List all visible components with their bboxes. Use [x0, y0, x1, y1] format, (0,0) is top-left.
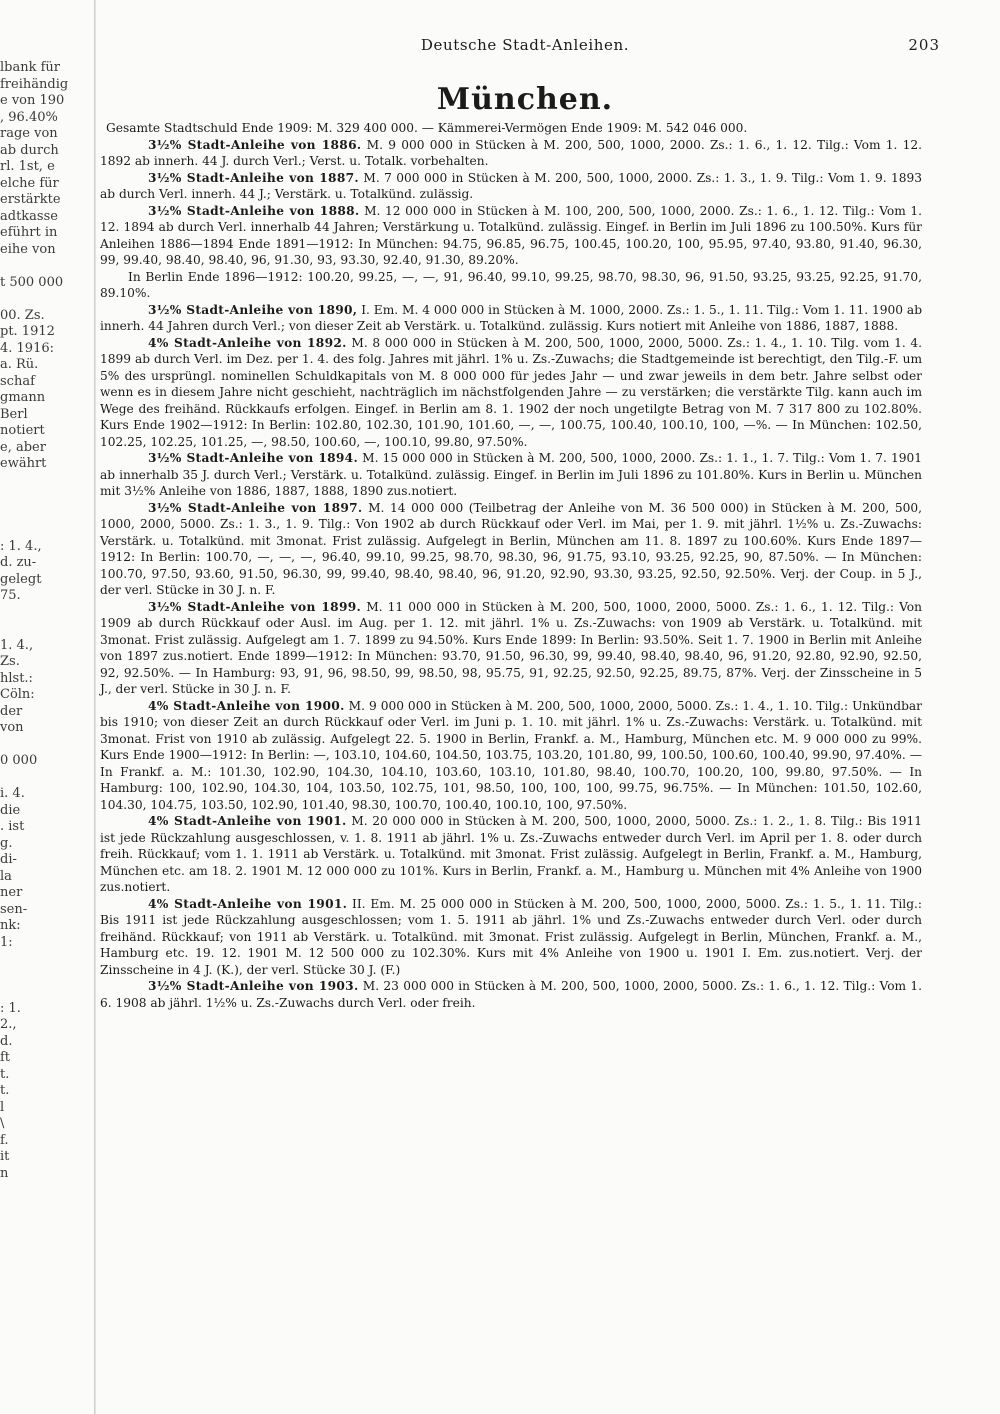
margin-fragment: freihändig: [0, 76, 69, 92]
margin-fragment: der: [0, 703, 23, 719]
margin-fragment: ft: [0, 1050, 11, 1065]
loan-text: M. 12 000 000 in Stücken à M. 100, 200, 500, 1000, 2000. Zs.: 1. 6., 1. 12. Tilg.: Vom 1. 12. 1894 ab durch Verl. innerhalb 44 Jahren; Verstärkung u. Totalkünd. zulässig. Eingef. in Berlin im Juli 1896 zu 100.50%. Kurs für Anleihen 1886—1894 Ende 1891—1912: In München: 94.75, 96.85, 96.75, 100.45, 100.20, 100, 95.95, 97.40, 93.80, 91.40, 96.30, 99, 99.40, 98.40, 98.40, 96, 91.30, 93, 93.30, 92.40, 91.30, 89.20%.: [100, 203, 922, 267]
margin-fragment: e von 190: [0, 93, 65, 108]
margin-fragment: t.: [0, 1066, 10, 1082]
loan-heading: 3½% Stadt-Anleihe von 1899.: [148, 599, 362, 614]
loan-heading: 4% Stadt-Anleihe von 1901.: [148, 896, 348, 911]
margin-fragment: 4. 1916:: [0, 340, 54, 356]
margin-fragment: [0, 968, 92, 985]
running-title: Deutsche Stadt-Anleihen.: [420, 36, 630, 54]
margin-fragment: 00. Zs.: [0, 307, 45, 323]
margin-fragment: : 1. 4.,: [0, 538, 42, 554]
loan-text: M. 15 000 000 in Stücken à M. 200, 500, 1000, 2000. Zs.: 1. 1., 1. 7. Tilg.: Vom 1. 7. 1901 ab innerhalb 35 J. durch Verl.; Verstärk. u. Totalkünd. zulässig. Eingef. in Berlin im Juli 1896 zu 101.80%. Kurs in Berlin u. München mit 3½% Anleihe von 1886, 1887, 1888, 1890 zus.notiert.: [100, 451, 922, 498]
loan-continuation: In Berlin Ende 1896—1912: 100.20, 99.25, —, —, 91, 96.40, 99.10, 99.25, 98.70, 98.30, 96, 91.50, 93.25, 93.25, 92.25, 91.70, 89.10%.: [100, 269, 922, 300]
margin-fragment: t.: [0, 1083, 10, 1098]
margin-fragment: n: [0, 1165, 9, 1181]
loan-entry: [100, 813, 922, 896]
margin-fragment: ewährt: [0, 456, 47, 471]
margin-fragment: eführt in: [0, 225, 58, 240]
margin-fragment: gelegt: [0, 571, 42, 587]
loan-text: M. 11 000 000 in Stücken à M. 200, 500, 1000, 2000, 5000. Zs.: 1. 6., 1. 12. Tilg.: Von 1909 ab durch Rückkauf oder Ausl. im Aug. per 1. 12. mit jährl. 1% u. Zs.-Zuwachs: von 1909 ab Verstärk. u. Totalkünd. mit 3monat. Frist zulässig. Aufgelegt am 1. 7. 1899 zu 94.50%. Kurs Ende 1899: In Berlin: 93.50%. Seit 1. 7. 1900 in Berlin mit Anleihe von 1897 zus.notiert. Ende 1899—1912: In München: 93.70, 91.50, 96.30, 99, 99.40, 98.40, 98.40, 96, 91.20, 92.80, 92.90, 92.50, 92, 92.50%. — In Hamburg: 93, 91, 96, 98.50, 99, 98.50, 98, 95.75, 91, 92.25, 92.50, 92.25, 89.75, 87%. Verj. der Zinsscheine in 5 J., der verl. Stücke in 30 J. n. F.: [100, 599, 922, 696]
margin-fragment: eihe von: [0, 241, 56, 257]
loan-heading: 3½% Stadt-Anleihe von 1897.: [148, 500, 363, 515]
loan-entry: [100, 500, 922, 599]
loan-entry: [100, 203, 922, 269]
margin-fragment: i. 4.: [0, 786, 25, 801]
margin-fragment: [0, 522, 92, 539]
loan-heading: 3½% Stadt-Anleihe von 1888.: [148, 203, 360, 218]
loan-entry: [100, 896, 922, 979]
margin-fragment: notiert: [0, 423, 45, 438]
margin-fragment: d. zu-: [0, 555, 37, 570]
margin-fragment: 0 000: [0, 753, 38, 768]
loan-text: II. Em. M. 25 000 000 in Stücken à M. 200, 500, 1000, 2000, 5000. Zs.: 1. 5., 1. 11. Tilg.: Bis 1911 ist jede Rückzahlung ausgeschlossen; vom 1. 5. 1911 ab jährl. 1% und Zs.-Zuwachs entweder durch Verl. oder durch freihänd. Rückkauf; von 1911 ab Verstärk. u. Totalkünd. mit 3monat. Frist zulässig. Aufgelegt in Berlin, München, Frankf. a. M., Hamburg etc. 19. 12. 1901 M. 12 500 000 zu 102.30%. Kurs mit 4% Anleihe von 1900 u. 1901 I. Em. zus.notiert. Verj. der Zinsscheine in 4 J. (K.), der verl. Stücke 30 J. (F.): [100, 896, 922, 977]
margin-fragment: . ist: [0, 819, 25, 834]
loan-entry: [100, 450, 922, 500]
loan-heading: 3½% Stadt-Anleihe von 1894.: [148, 451, 358, 465]
loan-text: I. Em. M. 4 000 000 in Stücken à M. 1000, 2000. Zs.: 1. 5., 1. 11. Tilg.: Vom 1. 11. 1900 ab innerh. 44 Jahren durch Verl.; von dieser Zeit ab Verstärk. u. Totalkünd. zulässig. Kurs notiert mit Anleihe von 1886, 1887, 1888.: [100, 302, 922, 333]
body-text: [100, 120, 922, 1011]
margin-fragment: gmann: [0, 390, 46, 405]
loan-heading: 4% Stadt-Anleihe von 1901.: [148, 814, 347, 828]
loan-text: M. 23 000 000 in Stücken à M. 200, 500, 1000, 2000, 5000. Zs.: 1. 6., 1. 12. Tilg.: Vom 1. 6. 1908 ab jährl. 1½% u. Zs.-Zuwachs durch Verl. oder freih.: [100, 979, 922, 1010]
margin-fragment: pt. 1912: [0, 324, 55, 339]
loan-entry: [100, 698, 922, 814]
book-gutter: [94, 0, 96, 1414]
loan-entry: [100, 170, 922, 203]
margin-fragment: Berl: [0, 406, 28, 422]
margin-fragment: e, aber: [0, 439, 46, 455]
section-title: München.: [436, 82, 614, 117]
margin-fragment: [0, 737, 92, 754]
loan-text: M. 20 000 000 in Stücken à M. 200, 500, 1000, 2000, 5000. Zs.: 1. 2., 1. 8. Tilg.: Bis 1911 ist jede Rückzahlung ausgeschlossen, v. 1. 8. 1911 ab jährl. 1% u. Zs.-Zuwachs entweder durch Verl. im April per 1. 8. oder durch freih. Rückkauf; vom 1. 1. 1911 ab Verstärk. u. Totalkünd. mit 3monat. Frist zulässig. Aufgelegt in Berlin, Frankf. a. M., Hamburg, München etc. am 18. 2. 1901 M. 12 000 000 zu 101%. Kurs in Berlin, Frankf. a. M., Hamburg u. München mit 4% Anleihe von 1900 zus.notiert.: [100, 814, 923, 894]
margin-fragment: elche für: [0, 175, 59, 191]
loan-heading: 3½% Stadt-Anleihe von 1886.: [148, 137, 362, 152]
margin-fragment: a. Rü.: [0, 357, 39, 372]
margin-fragment: erstärkte: [0, 192, 61, 207]
margin-fragment: la: [0, 868, 12, 884]
loan-entry: [100, 302, 922, 335]
margin-fragment: f.: [0, 1132, 9, 1148]
margin-fragment: hlst.:: [0, 670, 33, 686]
margin-fragment: \: [0, 1116, 5, 1131]
margin-fragment: [0, 621, 92, 638]
margin-fragment: lbank für: [0, 60, 61, 75]
margin-fragment: von: [0, 720, 24, 735]
margin-fragment: ner: [0, 885, 23, 900]
loan-text: M. 8 000 000 in Stücken à M. 200, 500, 1000, 2000, 5000. Zs.: 1. 4., 1. 10. Tilg. vom 1. 4. 1899 ab durch Verl. im Dez. per 1. 4. des folg. Jahres mit jährl. 1% u. Zs.-Zuwachs; die Stadtgemeinde ist berechtigt, den Tilg.-F. um 5% des ursprüngl. nominellen Schuldkapitals von M. 8 000 000 für jedes Jahr — und zwar jeweils in dem betr. Jahre selbst oder wenn es in diesem Jahre nicht geschieht, nachträglich im nächstfolgenden Jahre — zu verstärken; die verstärkte Tilg. kann auch im Wege des freihänd. Rückkaufs erfolgen. Eingef. in Berlin am 8. 1. 1902 der noch ungetilgte Betrag von M. 7 317 800 zu 102.80%. Kurs Ende 1902—1912: In Berlin: 102.80, 102.30, 101.90, 101.60, —, —, 100.75, 100.40, 100.10, 100, —%. — In München: 102.50, 102.25, 102.25, 101.25, —, 98.50, 100.60, —, 100.10, 99.80, 97.50%.: [100, 335, 922, 449]
margin-fragment: [0, 258, 92, 275]
margin-fragment: [0, 473, 92, 490]
margin-fragment: rl. 1st, e: [0, 159, 55, 174]
margin-fragment: 1. 4.,: [0, 637, 34, 653]
loan-text: M. 9 000 000 in Stücken à M. 200, 500, 1000, 2000. Zs.: 1. 6., 1. 12. Tilg.: Vom 1. 12. 1892 ab innerh. 44 J. durch Verl.; Verst. u. Totalk. vorbehalten.: [100, 137, 923, 168]
margin-fragment: schaf: [0, 373, 35, 389]
margin-fragment: Zs.: [0, 654, 20, 669]
page-number: 203: [908, 36, 940, 54]
loan-heading: 3½% Stadt-Anleihe von 1887.: [148, 170, 359, 185]
loan-text: M. 7 000 000 in Stücken à M. 200, 500, 1000, 2000. Zs.: 1. 3., 1. 9. Tilg.: Vom 1. 9. 1893 ab durch Verl. innerh. 44 J.; Verstärk. u. Totalkünd. zulässig.: [100, 170, 923, 201]
margin-fragment: [0, 489, 92, 506]
margin-fragment: g.: [0, 835, 13, 851]
margin-fragment: rage von: [0, 126, 58, 141]
margin-fragment: adtkasse: [0, 208, 58, 224]
margin-fragment: [0, 951, 92, 968]
loan-entry: [100, 137, 922, 170]
page-header: [110, 36, 940, 58]
loan-text: M. 14 000 000 (Teilbetrag der Anleihe von M. 36 500 000) in Stücken à M. 200, 500, 1000, 2000, 5000. Zs.: 1. 3., 1. 9. Tilg.: Von 1902 ab durch Rückkauf oder Verl. im Mai, per 1. 9. mit jährl. 1½% u. Zs.-Zuwachs: Verstärk. u. Totalkünd. mit 3monat. Frist zulässig. Aufgelegt in Berlin, München am 11. 8. 1897 zu 100.60%. Kurs Ende 1897—1912: In Berlin: 100.70, —, —, —, 96.40, 99.10, 99.25, 98.70, 98.30, 96, 91.75, 93.10, 93.25, 92.25, 90, 87.50%. — In München: 100.70, 97.50, 93.60, 91.50, 96.30, 99, 99.40, 98.40, 98.40, 96, 91.20, 92.90, 93.30, 93.25, 92.50, 92.50%. Verj. der Coup. in 5 J., der verl. Stücke in 30 J. n. F.: [100, 500, 922, 597]
margin-fragment: [0, 605, 92, 622]
margin-fragment: Cöln:: [0, 687, 35, 702]
loan-entry: [100, 335, 922, 451]
loan-heading: 3½% Stadt-Anleihe von 1903.: [148, 979, 359, 993]
loan-heading: 4% Stadt-Anleihe von 1892.: [148, 335, 347, 350]
margin-fragment: [0, 291, 92, 308]
loan-entries: [100, 137, 922, 1012]
margin-fragment: sen-: [0, 901, 28, 917]
loan-text: M. 9 000 000 in Stücken à M. 200, 500, 1000, 2000, 5000. Zs.: 1. 4., 1. 10. Tilg.: Unkündbar bis 1910; von dieser Zeit an durch Rückkauf oder Verl. im Juni p. 1. 10. mit jährl. 1% u. Zs.-Zuwachs: Verstärk. u. Totalkünd. mit 3monat. Frist von 1910 ab zulässig. Aufgelegt 22. 5. 1900 in Berlin, Frankf. a. M., Hamburg, München etc. M. 9 000 000 zu 99%. Kurs Ende 1900—1912: In Berlin: —, 103.10, 104.60, 104.50, 103.75, 103.20, 101.80, 99, 100.50, 100.60, 100.40, 99.90, 97.40%. — In Frankf. a. M.: 101.30, 102.90, 104.30, 104.10, 103.60, 103.10, 101.80, 98.40, 100.70, 100.20, 100, 99.80, 97.50%. — In Hamburg: 100, 102.90, 104.30, 104, 103.50, 102.75, 101, 98.50, 100, 100, 100, 99.75, 96.75%. — In München: 101.50, 102.60, 104.30, 104.75, 103.50, 102.90, 101.40, 98.30, 100.70, 100.40, 100.10, 100, 97.50%.: [100, 698, 923, 812]
margin-fragment: d.: [0, 1033, 13, 1049]
margin-fragment: , 96.40%: [0, 109, 58, 125]
margin-fragment: 1:: [0, 934, 13, 950]
margin-fragment: nk:: [0, 918, 21, 933]
margin-fragment: 2.,: [0, 1017, 17, 1032]
loan-heading: 3½% Stadt-Anleihe von 1890,: [148, 302, 358, 317]
margin-fragment: t 500 000: [0, 274, 64, 290]
margin-fragment: [0, 770, 92, 787]
margin-fragment: [0, 984, 92, 1001]
intro-paragraph: Gesamte Stadtschuld Ende 1909: M. 329 400 000. — Kämmerei-Vermögen Ende 1909: M. 542 046 000.: [106, 121, 748, 135]
loan-entry: [100, 978, 922, 1011]
margin-fragment: l: [0, 1099, 5, 1115]
margin-fragment: ab durch: [0, 142, 59, 158]
margin-fragment: 75.: [0, 588, 21, 603]
loan-heading: 4% Stadt-Anleihe von 1900.: [148, 698, 345, 713]
margin-fragment: di-: [0, 852, 17, 867]
adjacent-page-fragment: [0, 60, 92, 1390]
loan-entry: [100, 599, 922, 698]
margin-fragment: [0, 506, 92, 523]
margin-fragment: : 1.: [0, 1000, 21, 1016]
margin-fragment: it: [0, 1149, 10, 1164]
margin-fragment: die: [0, 802, 21, 818]
